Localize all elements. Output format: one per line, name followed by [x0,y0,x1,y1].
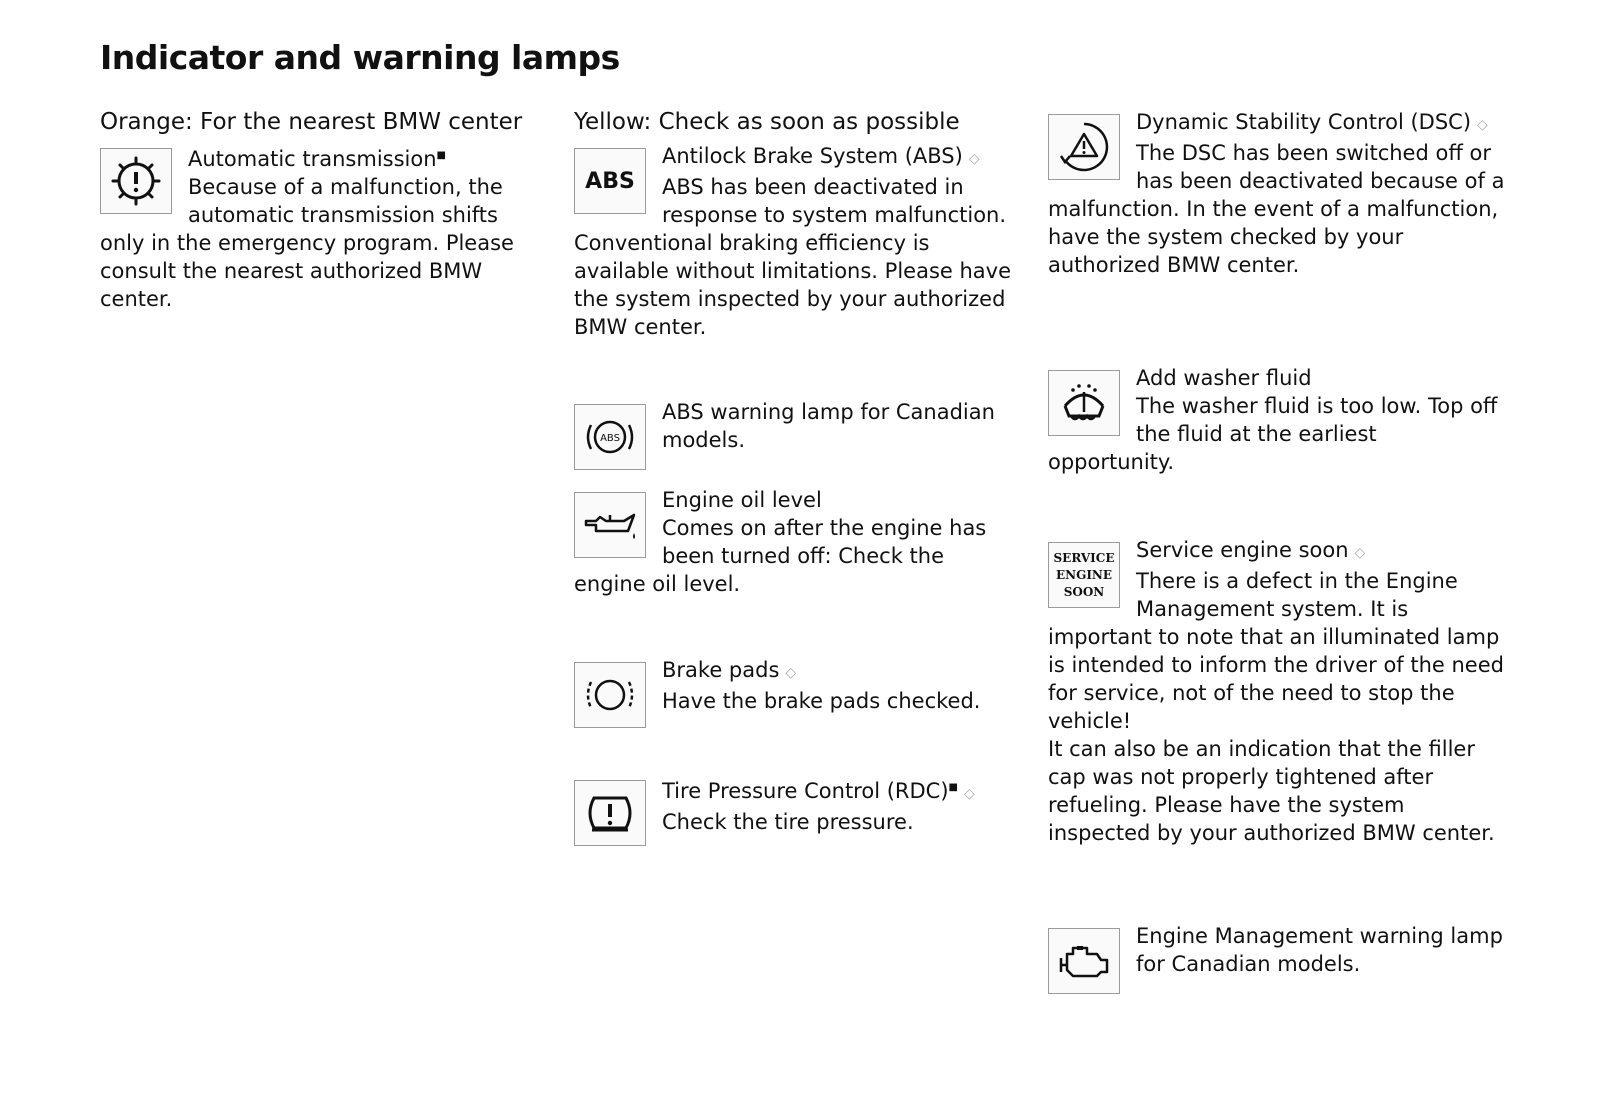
entry-washer-fluid [1048,364,1508,476]
entry-tire-pressure [574,774,1014,850]
entry-service-engine-soon [1048,536,1508,847]
info-mark: ◇ [968,151,980,167]
entry-text: Have the brake pads checked. [662,689,981,713]
entry-text: Because of a malfunction, the automatic transmission shifts only in the emergency program. Please consult the nearest authorized BMW center. [100,175,514,311]
entry-title: Service engine soon [1136,538,1349,562]
engine-label: ENGINE [1055,567,1113,582]
washer-fluid-icon [1048,370,1120,436]
info-mark: ◇ [785,665,797,681]
entry-text-continued: It can also be an indication that the filler cap was not properly tightened after refueling. Please have the system inspected by your authorized BMW center. [1048,737,1495,845]
entry-title: Brake pads [662,658,780,682]
dsc-warning-icon [1048,114,1120,180]
entry-engine-oil [574,486,1014,598]
entry-dsc [1048,108,1508,279]
footnote-mark: ■ [436,150,446,161]
abs-canada-icon [574,404,646,470]
entry-text: ABS has been deactivated in response to system malfunction. Conventional braking efficiency is available without limitations. Please have the system inspected by your authorized BMW center. [574,175,1012,339]
column-yellow [574,108,1014,834]
brake-pads-icon [574,662,646,728]
info-mark: ◇ [963,786,975,802]
entry-title: Engine Management warning lamp for Canadian models. [1136,924,1503,976]
entry-title: Dynamic Stability Control (DSC) [1136,110,1472,134]
abs-icon [574,148,646,214]
abs-canada-icon-label: ABS [600,433,620,444]
entry-brake-pads [574,656,1014,732]
entry-text: Check the tire pressure. [662,810,914,834]
entry-abs-canada [574,398,1014,474]
entry-text: The washer fluid is too low. Top off the fluid at the earliest opportunity. [1048,394,1498,474]
entry-text: There is a defect in the Engine Management system. It is important to note that an illuminated lamp is intended to inform the driver of the need for service, not of the need to stop the vehicle! [1048,569,1504,733]
orange-heading: Orange: For the nearest BMW center [100,109,523,135]
entry-title: Engine oil level [662,488,822,512]
entry-text: The DSC has been switched off or has been deactivated because of a malfunction. In the event of a malfunction, have the system checked by your authorized BMW center. [1048,141,1505,277]
entry-automatic-transmission [100,142,540,313]
engine-check-icon [1048,928,1120,994]
footnote-mark: ■ [948,782,958,793]
service-engine-soon-icon [1048,542,1120,608]
info-mark: ◇ [1354,545,1366,561]
yellow-heading: Yellow: Check as soon as possible [574,109,960,135]
entry-text: Comes on after the engine has been turned off: Check the engine oil level. [574,516,987,596]
tire-pressure-icon [574,780,646,846]
entry-title: ABS warning lamp for Canadian models. [662,400,995,452]
abs-icon-label: ABS [585,168,635,194]
oil-can-icon [574,492,646,558]
soon-label: SOON [1063,584,1105,599]
transmission-warning-icon [100,148,172,214]
entry-abs [574,142,1014,341]
service-label: SERVICE [1053,550,1115,565]
page-title: Indicator and warning lamps [100,38,620,77]
entry-title: Antilock Brake System (ABS) [662,144,963,168]
entry-engine-management-canada [1048,922,1508,998]
entry-title: Tire Pressure Control (RDC) [662,779,949,803]
info-mark: ◇ [1477,117,1488,133]
entry-title: Automatic transmission [188,147,437,171]
column-orange [100,108,540,313]
entry-title: Add washer fluid [1136,366,1312,390]
